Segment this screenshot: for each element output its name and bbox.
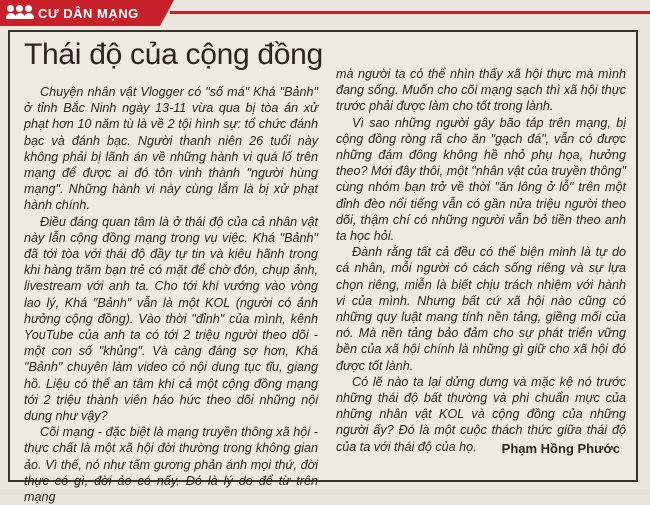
- section-header: [0, 0, 650, 26]
- section-divider: [170, 11, 650, 14]
- paragraph: mà người ta có thể nhìn thấy xã hội thực mà mình đang sống. Muốn cho cõi mạng sạch thì xã hội thực trước phải được làm cho tốt trong lành.: [336, 67, 626, 114]
- article-column-right: [336, 66, 626, 455]
- paragraph: Có lẽ nào ta lại dửng dưng và mặc kệ nó trước những thái độ bất thường và phi chuẩn mực của những nhân vật KOL và cộng đồng của những người ấy? Đó là một cuộc thách thức giữa thái độ của ta với thái độ của họ.: [336, 374, 626, 454]
- article-box: [8, 30, 638, 505]
- article-column-left: [24, 84, 318, 505]
- section-label: CƯ DÂN MẠNG: [38, 5, 139, 21]
- paragraph: Vì sao những người gây bão táp trên mạng, bị cộng đồng ròng rã cho ăn "gạch đá", vẫn có được những đám đông không hề nhỏ phụ họa, hưởng theo? Mới đây thôi, một "nhân vật của truyền thông" cùng nhóm bạn trở về thời "ăn lông ở lỗ" trên một đỉnh đèo nổi tiếng vẫn có gần nửa triệu người theo dõi, thậm chí có những người vẫn bỏ tiền theo anh ta học hỏi.: [336, 115, 626, 244]
- article-title: Thái độ của cộng đồng: [24, 38, 323, 71]
- people-icon: [6, 5, 32, 21]
- paragraph: Chuyện nhân vật Vlogger có "số má" Khá "Bảnh" ở tỉnh Bắc Ninh ngày 13-11 vừa qua bị tòa án xử phạt hơn 10 năm tù là về 2 tội hình sự: tổ chức đánh bạc và đánh bạc. Người thanh niên 26 tuổi này không phải bị lãnh án về những hành vi quá lố trên mạng để được ai đó tôn vinh thành "người hùng mạng". Những hành vi này cùng lắm là bị xử phạt hành chính.: [24, 85, 318, 213]
- paragraph: Cõi mạng - đặc biệt là mạng truyền thông xã hội - thực chất là một xã hội đời thường trong không gian ảo. Vì thế, nó như tấm gương phản ánh mọi thứ, đời thực có gì, đời ảo có nấy. Đó là lý do để từ trên mạng: [24, 425, 318, 505]
- section-tag: [0, 0, 160, 26]
- paragraph: Đành rằng tất cả đều có thể biện minh là tự do cá nhân, mỗi người có cách sống riêng và sự lựa chọn riêng, miễn là biết chịu trách nhiệm với hành vi của mình. Nhưng bất cứ xã hội nào cũng có những quy luật mang tính nền tảng, giềng mối của nó. Mà nền tảng bảo đảm cho sự phát triển vững bền của xã hội chính là những gì giữ cho xã hội đó được tốt lành.: [336, 245, 626, 373]
- paragraph: Điều đáng quan tâm là ở thái độ của cả nhân vật này lẫn cộng đồng mạng trong vụ việc. Khá "Bảnh" đã tới tòa với thái độ đầy tự tin và kiêu hãnh trong khi hàng trăm bạn trẻ có mặt để chờ đón, chụp ảnh, livestream với anh ta. Cho tới khi vướng vào vòng lao lý, Khá "Bảnh" vẫn là một KOL (người có ảnh hưởng cộng đồng). Vào thời "đỉnh" của mình, kênh YouTube của anh ta có tới 2 triệu người theo dõi - một con số "khủng". Và càng đáng sợ hơn, Khá "Bảnh" chuyên làm video có nội dung tục tĩu, giang hồ. Liệu có thể an tâm khi cả một cộng đồng mạng tới 2 triệu thành viên háo hức theo dõi những nội dung như vậy?: [24, 214, 318, 424]
- author-byline: Phạm Hồng Phước: [501, 441, 620, 456]
